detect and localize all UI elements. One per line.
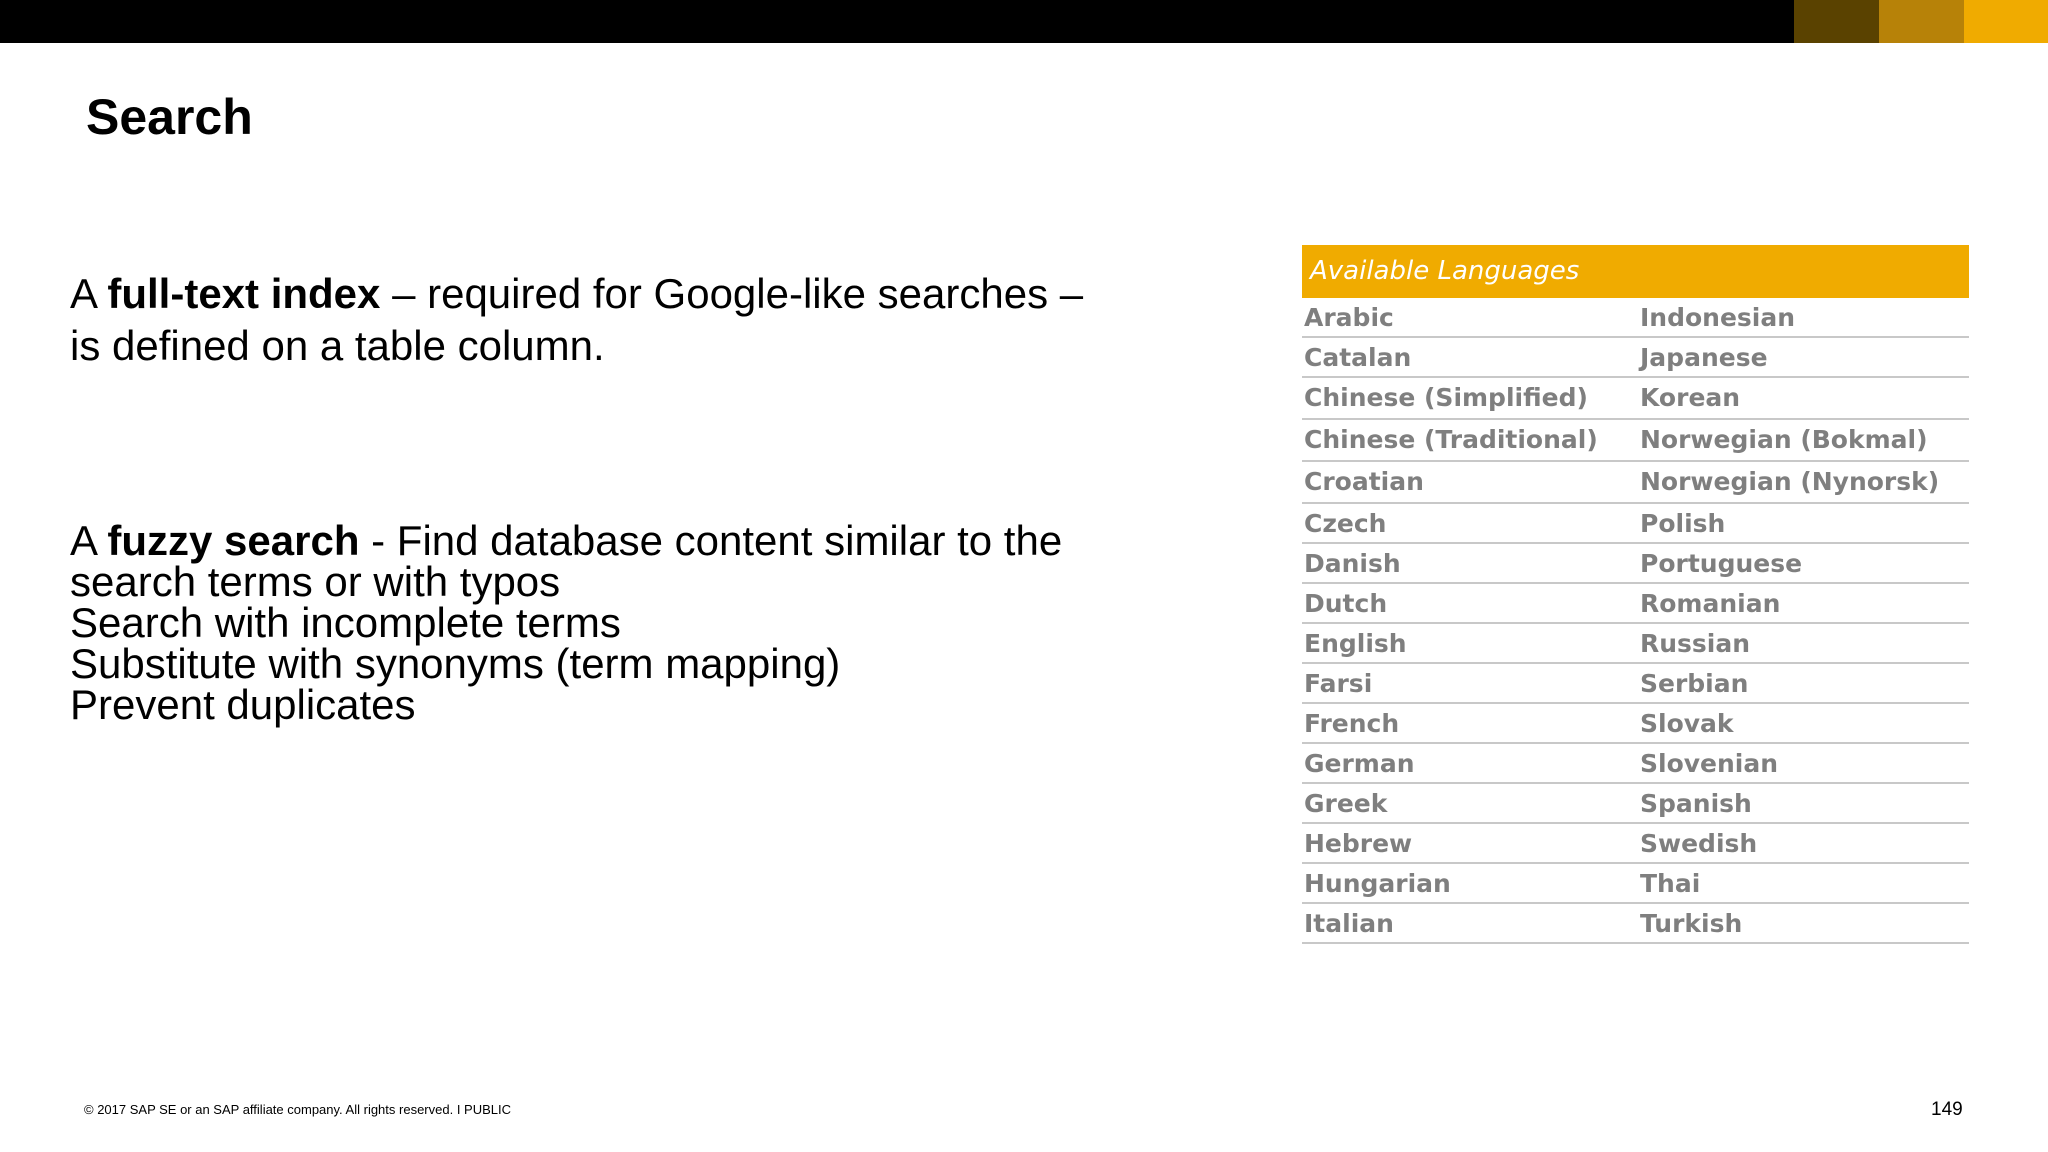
language-cell: Croatian: [1304, 467, 1424, 496]
language-cell: Russian: [1640, 629, 1751, 658]
table-row: [1302, 824, 1969, 864]
table-row: [1302, 624, 1969, 664]
language-cell: French: [1304, 709, 1400, 738]
para1-prefix: A: [70, 270, 108, 317]
language-cell: Slovak: [1640, 709, 1734, 738]
table-row: [1302, 704, 1969, 744]
table-row: [1302, 864, 1969, 904]
table-row: [1302, 378, 1969, 420]
language-cell: Indonesian: [1640, 303, 1796, 332]
language-cell: Arabic: [1304, 303, 1394, 332]
para2-prefix: A: [70, 517, 108, 564]
fuzzy-line: Search with incomplete terms: [70, 599, 621, 646]
full-text-index-paragraph: [70, 268, 1110, 372]
table-row: [1302, 420, 1969, 462]
top-bar: [0, 0, 2048, 43]
language-cell: Hungarian: [1304, 869, 1451, 898]
language-cell: Polish: [1640, 509, 1726, 538]
fuzzy-line: Substitute with synonyms (term mapping): [70, 640, 841, 687]
table-row: [1302, 904, 1969, 944]
table-row: [1302, 744, 1969, 784]
language-cell: Farsi: [1304, 669, 1373, 698]
slide-title: Search: [86, 89, 253, 145]
table-row: [1302, 664, 1969, 704]
languages-table-body: [1302, 298, 1969, 944]
language-cell: Korean: [1640, 383, 1741, 412]
accent-swatch-dark: [1794, 0, 1879, 43]
language-cell: Chinese (Traditional): [1304, 425, 1598, 454]
table-row: [1302, 784, 1969, 824]
language-cell: Norwegian (Nynorsk): [1640, 467, 1940, 496]
language-cell: German: [1304, 749, 1415, 778]
para1-bold-term: full-text index: [107, 270, 381, 317]
table-row: [1302, 584, 1969, 624]
language-cell: Romanian: [1640, 589, 1781, 618]
language-cell: Greek: [1304, 789, 1388, 818]
language-cell: Serbian: [1640, 669, 1749, 698]
table-row: [1302, 462, 1969, 504]
language-cell: Thai: [1640, 869, 1701, 898]
copyright-footer: © 2017 SAP SE or an SAP affiliate company. All rights reserved. I PUBLIC: [84, 1102, 512, 1117]
language-cell: Chinese (Simplified): [1304, 383, 1588, 412]
fuzzy-line: Prevent duplicates: [70, 681, 416, 728]
para2-suffix: - Find database content similar to the search terms or with typos: [70, 517, 1063, 605]
fuzzy-search-paragraph: [70, 517, 1110, 728]
accent-swatch-medium: [1879, 0, 1964, 43]
language-cell: English: [1304, 629, 1407, 658]
language-cell: Swedish: [1640, 829, 1758, 858]
page-number: 149: [1931, 1099, 1963, 1120]
language-cell: Norwegian (Bokmal): [1640, 425, 1928, 454]
language-cell: Spanish: [1640, 789, 1752, 818]
language-cell: Portuguese: [1640, 549, 1803, 578]
accent-swatch-gold: [1964, 0, 2048, 43]
para1-suffix: – required for Google-like searches – is defined on a table column.: [70, 270, 1084, 369]
table-row: [1302, 544, 1969, 584]
language-cell: Italian: [1304, 909, 1394, 938]
para2-bold-term: fuzzy search: [107, 517, 360, 564]
language-cell: Japanese: [1640, 343, 1768, 372]
language-cell: Catalan: [1304, 343, 1412, 372]
languages-table: [1302, 245, 1969, 944]
language-cell: Dutch: [1304, 589, 1388, 618]
language-cell: Turkish: [1640, 909, 1743, 938]
language-cell: Czech: [1304, 509, 1387, 538]
language-cell: Slovenian: [1640, 749, 1779, 778]
language-cell: Hebrew: [1304, 829, 1413, 858]
table-row: [1302, 504, 1969, 544]
table-row: [1302, 298, 1969, 338]
language-cell: Danish: [1304, 549, 1401, 578]
table-row: [1302, 338, 1969, 378]
languages-table-header: Available Languages: [1302, 245, 1969, 298]
